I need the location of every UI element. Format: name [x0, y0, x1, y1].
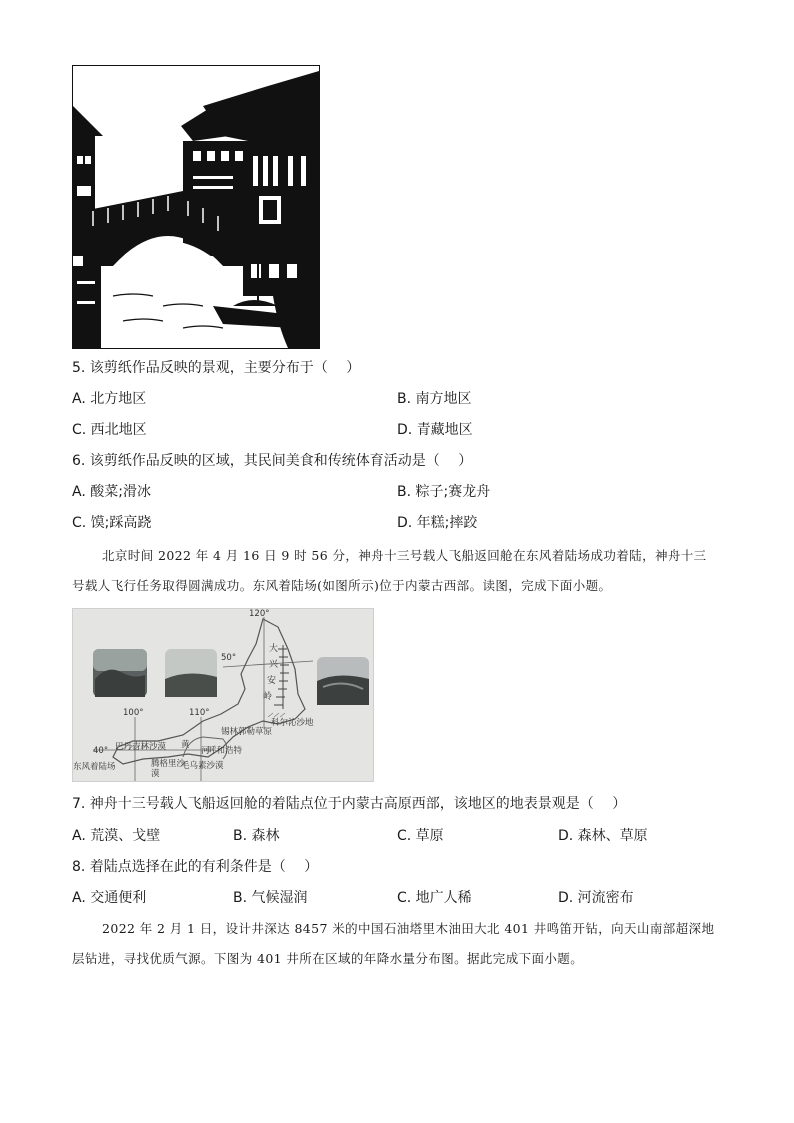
map-label-lon-120: 120° [249, 609, 270, 619]
question-6-stem: 6. 该剪纸作品反映的区域，其民间美食和传统体育活动是（ ） [72, 453, 473, 469]
map-label-tengger: 腾格里沙漠 [151, 759, 186, 779]
map-label-badain-jaran: 巴丹吉林沙漠 [115, 742, 167, 752]
map-label-mu-us: 毛乌素沙漠 [181, 761, 224, 771]
question-5-option-b[interactable]: B. 南方地区 [397, 391, 472, 407]
question-7-option-a[interactable]: A. 荒漠、戈壁 [72, 828, 161, 844]
question-8-option-c[interactable]: C. 地广人稀 [397, 890, 472, 906]
map-label-dongfeng: 东风着陆场 [73, 762, 116, 772]
question-5-option-d[interactable]: D. 青藏地区 [397, 422, 473, 438]
map-label-lat-50: 50° [221, 653, 237, 663]
question-8-option-a[interactable]: A. 交通便利 [72, 890, 147, 906]
passage-2-line-1: 2022 年 2 月 1 日，设计井深达 8457 米的中国石油塔里木油田大北 401 井鸣笛开钻，向天山南部超深地 [102, 921, 715, 936]
question-8-option-b[interactable]: B. 气候湿润 [233, 890, 308, 906]
passage-1-line-2: 号载人飞行任务取得圆满成功。东风着陆场(如图所示)位于内蒙古西部。读图，完成下面小题。 [72, 578, 612, 593]
map-label-lon-100: 100° [123, 708, 144, 718]
question-7-option-c[interactable]: C. 草原 [397, 828, 444, 844]
question-6-option-b[interactable]: B. 粽子;赛龙舟 [397, 484, 491, 500]
question-5-option-c[interactable]: C. 西北地区 [72, 422, 147, 438]
question-6-option-a[interactable]: A. 酸菜;滑冰 [72, 484, 151, 500]
map-label-yellow-river: 黄 [181, 740, 190, 750]
map-label-daxinganling-3: 安 [267, 676, 277, 686]
map-label-xilingol: 锡林郭勒草原 [221, 727, 273, 737]
inner-mongolia-map [72, 608, 374, 782]
paper-cut-illustration [73, 66, 319, 348]
passage-2-line-2: 层钻进，寻找优质气源。下图为 401 井所在区域的年降水量分布图。据此完成下面小题。 [72, 951, 584, 966]
question-8-stem: 8. 着陆点选择在此的有利条件是（ ） [72, 859, 319, 875]
map-label-horqin: 科尔沁沙地 [271, 718, 314, 728]
question-7-stem: 7. 神舟十三号载人飞船返回舱的着陆点位于内蒙古高原西部，该地区的地表景观是（ ） [72, 796, 627, 812]
map-label-daxinganling-2: 兴 [269, 660, 279, 670]
map-label-he: 河 [201, 746, 210, 756]
passage-1-line-1: 北京时间 2022 年 4 月 16 日 9 时 56 分，神舟十三号载人飞船返回舱在东风着陆场成功着陆，神舟十三 [102, 548, 707, 563]
map-label-daxinganling-4: 岭 [263, 692, 273, 702]
question-7-option-b[interactable]: B. 森林 [233, 828, 280, 844]
question-7-option-d[interactable]: D. 森林、草原 [558, 828, 648, 844]
question-5-option-a[interactable]: A. 北方地区 [72, 391, 147, 407]
question-6-option-c[interactable]: C. 馍;踩高跷 [72, 515, 152, 531]
question-8-option-d[interactable]: D. 河流密布 [558, 890, 634, 906]
map-label-lon-110: 110° [189, 708, 210, 718]
map-label-lat-40: 40° [93, 746, 109, 756]
paper-cut-image [72, 65, 320, 349]
question-5-stem: 5. 该剪纸作品反映的景观，主要分布于（ ） [72, 360, 361, 376]
map-label-hohhot: 呼和浩特 [208, 746, 243, 756]
map-label-daxinganling-1: 大 [269, 644, 279, 654]
question-6-option-d[interactable]: D. 年糕;摔跤 [397, 515, 478, 531]
